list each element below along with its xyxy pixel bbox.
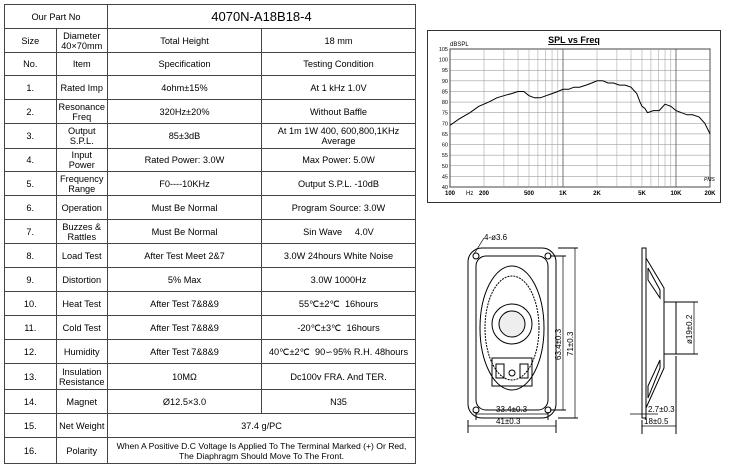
row-cond: At 1m 1W 400, 600,800,1KHz Average — [262, 124, 416, 149]
header-row — [5, 53, 416, 76]
table-row — [5, 220, 416, 244]
row-spec: 320Hz±20% — [108, 100, 262, 124]
row-spec: Rated Power: 3.0W — [108, 149, 262, 172]
y-tick-label: 90 — [441, 78, 448, 85]
side-flange — [642, 248, 646, 418]
x-tick-label: 10K — [670, 191, 682, 197]
y-tick-label: 50 — [441, 163, 448, 170]
row-item: Input Power — [56, 149, 108, 172]
y-tick-label: 75 — [441, 110, 448, 117]
x-tick-label: 5K — [638, 191, 646, 197]
spl-chart-svg — [428, 31, 720, 202]
size-label: Size — [5, 29, 57, 53]
dim-depth: 18±0.5 — [644, 417, 669, 426]
side-magnet — [664, 302, 676, 354]
row-no: 9. — [5, 268, 57, 292]
hole-leader — [474, 238, 484, 254]
row-spec: 5% Max — [108, 268, 262, 292]
table-row — [5, 124, 416, 149]
net-weight-value: 37.4 g/PC — [108, 414, 416, 438]
row-spec: After Test 7&8&9 — [108, 340, 262, 364]
table-row — [5, 172, 416, 196]
our-part-label: Our Part No — [5, 5, 108, 29]
dim-outer-height: 71±0.3 — [566, 331, 575, 356]
table-row — [5, 76, 416, 100]
table-row — [5, 268, 416, 292]
speaker-drawing-svg — [430, 228, 730, 456]
row-item: Heat Test — [56, 292, 108, 316]
row-cond: Dc100v FRA. And TER. — [262, 364, 416, 390]
header-spec: Specification — [108, 53, 262, 76]
row-cond: 40℃±2℃ 90∽95% R.H. 48hours — [262, 340, 416, 364]
row-no: 10. — [5, 292, 57, 316]
chart-x-ticks — [445, 191, 716, 197]
row-cond: At 1 kHz 1.0V — [262, 76, 416, 100]
row-no: 5. — [5, 172, 57, 196]
spl-chart — [427, 30, 721, 203]
row-item: Buzzes & Rattles — [56, 220, 108, 244]
header-cond: Testing Condition — [262, 53, 416, 76]
side-window-bottom — [648, 360, 660, 398]
x-tick-label: 200 — [479, 191, 490, 197]
row-spec: Must Be Normal — [108, 220, 262, 244]
y-tick-label: 55 — [441, 153, 448, 160]
y-tick-label: 40 — [441, 185, 448, 191]
row-no: 13. — [5, 364, 57, 390]
table-row — [5, 364, 416, 390]
row-cond: N35 — [262, 390, 416, 414]
row-no: 14. — [5, 390, 57, 414]
row-item: Output S.P.L. — [56, 124, 108, 149]
y-tick-label: 45 — [441, 174, 448, 181]
chart-signature: PMS — [704, 177, 715, 183]
row-no: 11. — [5, 316, 57, 340]
table-row — [5, 244, 416, 268]
x-tick-label: 100 — [444, 191, 456, 197]
total-height-label: Total Height — [108, 29, 262, 53]
chart-grid — [450, 49, 710, 187]
row-item: Rated Imp — [56, 76, 108, 100]
table-row — [5, 316, 416, 340]
y-tick-label: 105 — [438, 47, 448, 53]
speaker-drawing — [430, 228, 730, 461]
row-item: Load Test — [56, 244, 108, 268]
row-no: 15. — [5, 414, 57, 438]
dim-flange: 2.7±0.3 — [648, 405, 675, 414]
side-window-top — [648, 268, 660, 298]
chart-ylabel: dBSPL — [450, 42, 469, 48]
table-row — [5, 149, 416, 172]
row-no: 6. — [5, 196, 57, 220]
y-tick-label: 85 — [441, 89, 448, 96]
y-tick-label: 100 — [438, 57, 448, 64]
row-item: Resonance Freq — [56, 100, 108, 124]
row-item: Polarity — [56, 438, 108, 464]
row-spec: 85±3dB — [108, 124, 262, 149]
chart-y-ticks — [439, 47, 448, 191]
row-no: 8. — [5, 244, 57, 268]
table-row — [5, 196, 416, 220]
row-no: 1. — [5, 76, 57, 100]
part-number-row — [5, 5, 416, 29]
row-no: 4. — [5, 149, 57, 172]
row-item: Net Weight — [56, 414, 108, 438]
row-cond: Output S.P.L. -10dB — [262, 172, 416, 196]
row-cond: Max Power: 5.0W — [262, 149, 416, 172]
polarity-value: When A Positive D.C Voltage Is Applied To The Terminal Marked (+) Or Red, The Diaphragm Should Move To The Front. — [108, 438, 416, 464]
row-cond: -20℃±3℃ 16hours — [262, 316, 416, 340]
y-tick-label: 65 — [441, 131, 448, 138]
dim-inner-width: 33.4±0.3 — [496, 405, 528, 414]
table-row — [5, 100, 416, 124]
y-tick-label: 95 — [441, 68, 448, 75]
row-spec: 4ohm±15% — [108, 76, 262, 100]
chart-hz-label: Hz — [466, 191, 474, 197]
row-spec: F0----10KHz — [108, 172, 262, 196]
header-no: No. — [5, 53, 57, 76]
dim-inner-height: 63.4±0.3 — [554, 328, 563, 360]
x-tick-label: 1K — [559, 191, 567, 197]
row-cond: Program Source: 3.0W — [262, 196, 416, 220]
row-no: 7. — [5, 220, 57, 244]
row-cond: Sin Wave 4.0V — [262, 220, 416, 244]
y-tick-label: 60 — [441, 142, 448, 149]
row-item: Cold Test — [56, 316, 108, 340]
dim-outer-width: 41±0.3 — [496, 417, 521, 426]
net-weight-row — [5, 414, 416, 438]
row-item: Magnet — [56, 390, 108, 414]
row-spec: 10MΩ — [108, 364, 262, 390]
table-row — [5, 390, 416, 414]
chart-title: SPL vs Freq — [548, 35, 600, 45]
spec-table — [4, 4, 416, 464]
row-item: Operation — [56, 196, 108, 220]
row-spec: Must Be Normal — [108, 196, 262, 220]
table-row — [5, 340, 416, 364]
dim-magnet-dia: ø19±0.2 — [685, 314, 694, 344]
y-tick-label: 70 — [441, 121, 448, 128]
x-tick-label: 500 — [523, 191, 534, 197]
part-number: 4070N-A18B18-4 — [108, 5, 416, 29]
size-value: Diameter 40×70mm — [56, 29, 108, 53]
row-no: 3. — [5, 124, 57, 149]
row-spec: After Test Meet 2&7 — [108, 244, 262, 268]
size-row — [5, 29, 416, 53]
row-no: 12. — [5, 340, 57, 364]
total-height-value: 18 mm — [262, 29, 416, 53]
table-row — [5, 292, 416, 316]
y-tick-label: 80 — [441, 100, 448, 107]
terminal-rivet — [509, 370, 515, 376]
row-cond: 3.0W 1000Hz — [262, 268, 416, 292]
row-no: 2. — [5, 100, 57, 124]
x-tick-label: 2K — [593, 191, 601, 197]
polarity-row — [5, 438, 416, 464]
row-spec: After Test 7&8&9 — [108, 316, 262, 340]
row-item: Humidity — [56, 340, 108, 364]
row-no: 16. — [5, 438, 57, 464]
row-item: Insulation Resistance — [56, 364, 108, 390]
row-spec: After Test 7&8&9 — [108, 292, 262, 316]
hole-label: 4-ø3.6 — [484, 233, 508, 242]
row-item: Frequency Range — [56, 172, 108, 196]
x-tick-label: 20K — [704, 191, 716, 197]
row-cond: 55℃±2℃ 16hours — [262, 292, 416, 316]
row-spec: Ø12.5×3.0 — [108, 390, 262, 414]
row-item: Distortion — [56, 268, 108, 292]
row-cond: Without Baffle — [262, 100, 416, 124]
header-item: Item — [56, 53, 108, 76]
dust-cap — [499, 311, 525, 337]
row-cond: 3.0W 24hours White Noise — [262, 244, 416, 268]
